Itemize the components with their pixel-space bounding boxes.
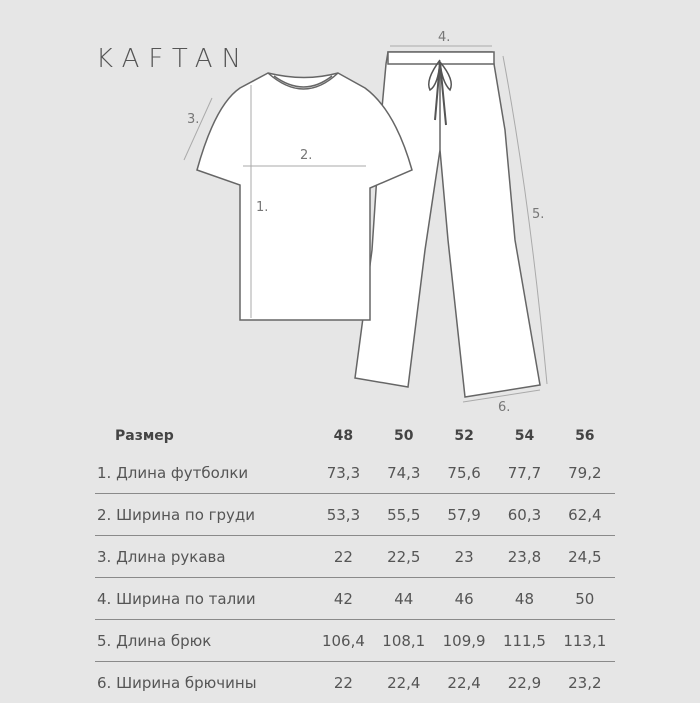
row-label: 2. Ширина по груди: [95, 494, 313, 536]
size-col: 48: [313, 420, 373, 452]
brand-title: KAFTAN: [96, 44, 250, 74]
row-label: 5. Длина брюк: [95, 620, 313, 662]
row-label: 1. Длина футболки: [95, 452, 313, 494]
label-waist-width: 4.: [438, 30, 450, 45]
cell: 44: [374, 578, 434, 620]
cell: 23: [434, 536, 494, 578]
cell: 22,9: [494, 662, 554, 703]
cell: 111,5: [494, 620, 554, 662]
table-row: [95, 452, 615, 494]
cell: 22,5: [374, 536, 434, 578]
label-pants-length: 5.: [532, 207, 544, 222]
cell: 73,3: [313, 452, 373, 494]
label-tshirt-length: 1.: [256, 200, 268, 215]
cell: 113,1: [555, 620, 615, 662]
table-row: [95, 662, 615, 703]
cell: 79,2: [555, 452, 615, 494]
cell: 24,5: [555, 536, 615, 578]
size-table: [95, 420, 615, 703]
cell: 23,2: [555, 662, 615, 703]
pants-drawing: [355, 52, 540, 397]
table-row: [95, 620, 615, 662]
cell: 106,4: [313, 620, 373, 662]
cell: 60,3: [494, 494, 554, 536]
label-chest-width: 2.: [300, 148, 312, 163]
cell: 109,9: [434, 620, 494, 662]
cell: 77,7: [494, 452, 554, 494]
cell: 42: [313, 578, 373, 620]
row-label: 3. Длина рукава: [95, 536, 313, 578]
cell: 108,1: [374, 620, 434, 662]
row-label: 6. Ширина брючины: [95, 662, 313, 703]
cell: 22: [313, 662, 373, 703]
table-row: [95, 578, 615, 620]
cell: 53,3: [313, 494, 373, 536]
row-label: 4. Ширина по талии: [95, 578, 313, 620]
size-col: 56: [555, 420, 615, 452]
label-sleeve-length: 3.: [187, 112, 199, 127]
cell: 57,9: [434, 494, 494, 536]
cell: 46: [434, 578, 494, 620]
cell: 22,4: [374, 662, 434, 703]
cell: 75,6: [434, 452, 494, 494]
size-header-row: [95, 420, 615, 452]
table-row: [95, 494, 615, 536]
cell: 22,4: [434, 662, 494, 703]
size-col: 54: [494, 420, 554, 452]
table-row: [95, 536, 615, 578]
cell: 62,4: [555, 494, 615, 536]
label-leg-width: 6.: [498, 400, 510, 415]
cell: 23,8: [494, 536, 554, 578]
size-col: 50: [374, 420, 434, 452]
cell: 50: [555, 578, 615, 620]
size-col: 52: [434, 420, 494, 452]
cell: 55,5: [374, 494, 434, 536]
cell: 48: [494, 578, 554, 620]
cell: 74,3: [374, 452, 434, 494]
cell: 22: [313, 536, 373, 578]
size-header-label: Размер: [95, 420, 313, 452]
